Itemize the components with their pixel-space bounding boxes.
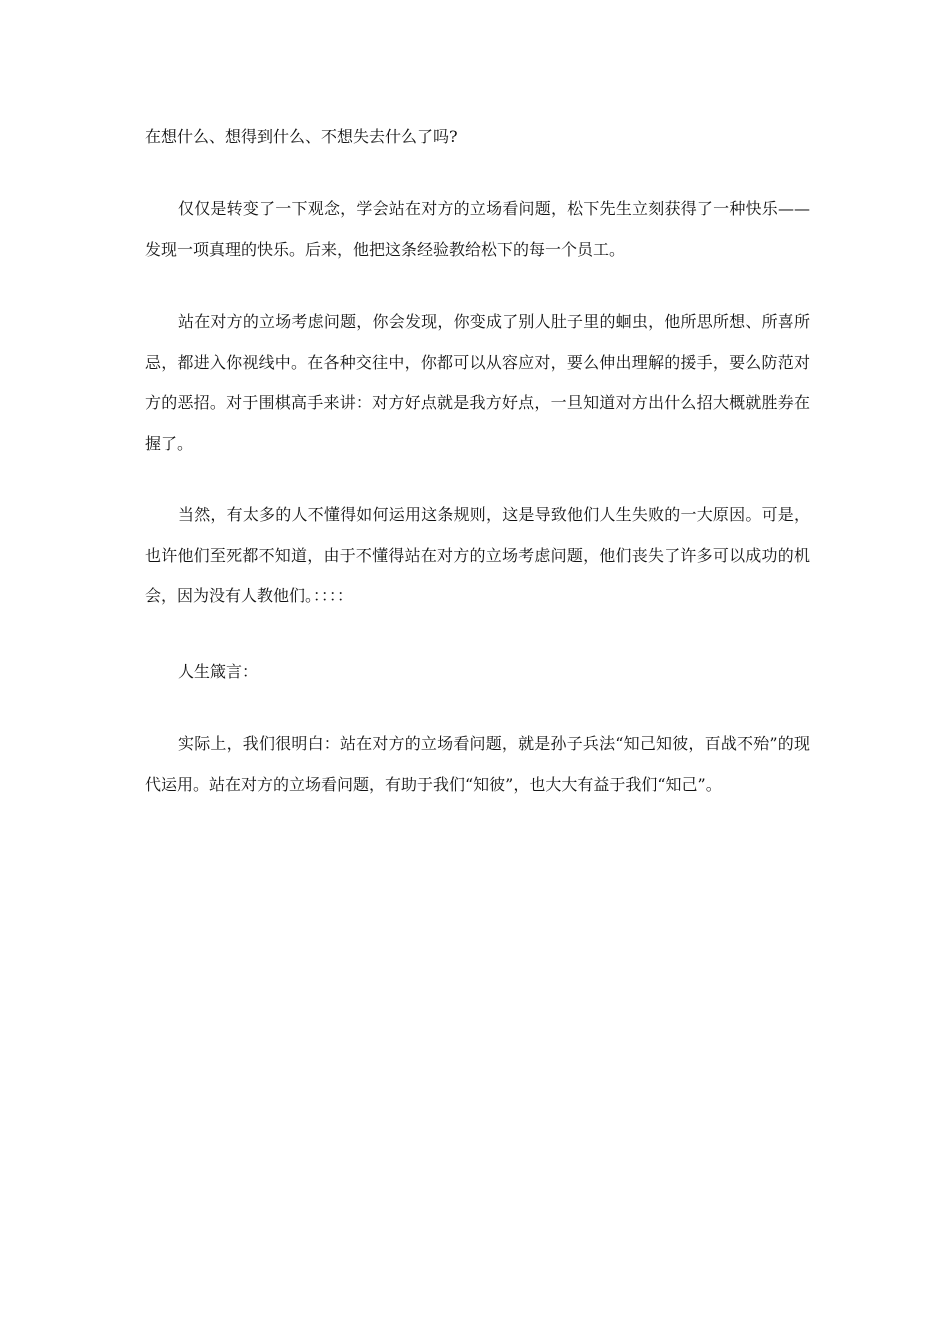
paragraph-life-motto-heading: 人生箴言： <box>178 662 259 681</box>
paragraph-failure-reason: 当然，有太多的人不懂得如何运用这条规则，这是导致他们人生失败的一大原因。可是，也许他们至死都不知道，由于不懂得站在对方的立场考虑问题，他们丧失了许多可以成功的机会，因为没有人教他们。：：：： <box>145 505 810 605</box>
paragraph-know-yourself: 实际上，我们很明白：站在对方的立场看问题，就是孙子兵法“知己知彼，百战不殆”的现代运用。站在对方的立场看问题，有助于我们“知彼”，也大大有益于我们“知己”。 <box>145 734 810 794</box>
paragraph-change-of-perspective: 仅仅是转变了一下观念，学会站在对方的立场看问题，松下先生立刻获得了一种快乐——发现一项真理的快乐。后来，他把这条经验教给松下的每一个员工。 <box>145 199 810 259</box>
paragraph-considering-others: 站在对方的立场考虑问题，你会发现，你变成了别人肚子里的蛔虫，他所思所想、所喜所忌，都进入你视线中。在各种交往中，你都可以从容应对，要么伸出理解的援手，要么防范对方的恶招。对于围棋高手来讲：对方好点就是我方好点，一旦知道对方出什么招大概就胜券在握了。 <box>145 312 810 453</box>
paragraph-continuation: 在想什么、想得到什么、不想失去什么了吗? <box>145 127 458 146</box>
